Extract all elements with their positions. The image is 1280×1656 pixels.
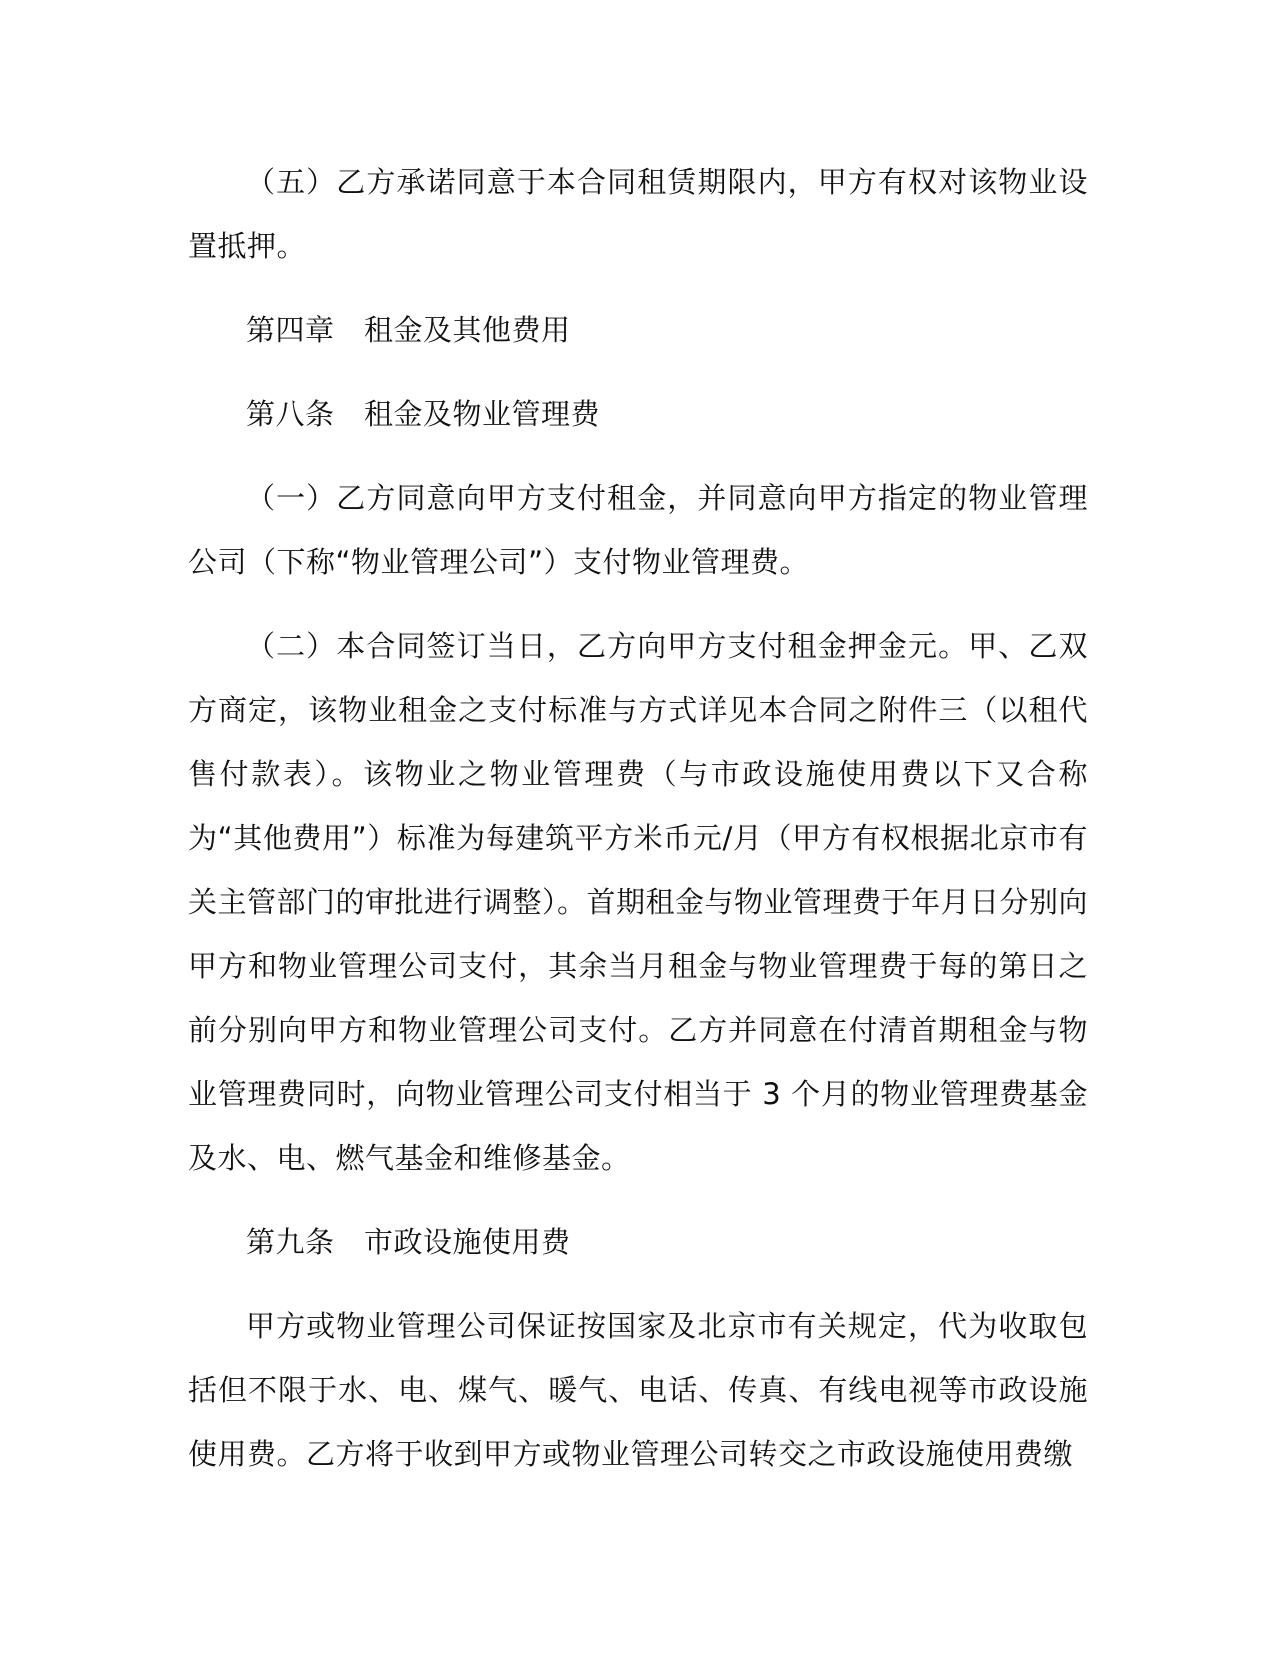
spacer (188, 1190, 1088, 1210)
article-8-clause-2: （二）本合同签订当日，乙方向甲方支付租金押金元。甲、乙双方商定，该物业租金之支付标准与方式详见本合同之附件三（以租代售付款表）。该物业之物业管理费（与市政设施使用费以下又合称为“其他费用”）标准为每建筑平方米币元/月（甲方有权根据北京市有关主管部门的审批进行调整）。首期租金与物业管理费于年月日分别向甲方和物业管理公司支付，其余当月租金与物业管理费于每的第日之前分别向甲方和物业管理公司支付。乙方并同意在付清首期租金与物业管理费同时，向物业管理公司支付相当于 3 个月的物业管理费基金及水、电、燃气基金和维修基金。 (188, 629, 1089, 1175)
spacer (188, 278, 1088, 298)
document-page (188, 150, 1088, 1486)
article-8-heading: 第八条 租金及物业管理费 (246, 397, 601, 431)
chapter-4-heading: 第四章 租金及其他费用 (246, 313, 571, 347)
spacer (188, 446, 1088, 466)
spacer (188, 1274, 1088, 1294)
spacer (188, 362, 1088, 382)
spacer (188, 594, 1088, 614)
article-9-heading: 第九条 市政设施使用费 (246, 1225, 571, 1259)
article-9-body: 甲方或物业管理公司保证按国家及北京市有关规定，代为收取包括但不限于水、电、煤气、暖气、电话、传真、有线电视等市政设施使用费。乙方将于收到甲方或物业管理公司转交之市政设施使用费缴 (188, 1309, 1088, 1471)
article-8-clause-1: （一）乙方同意向甲方支付租金，并同意向甲方指定的物业管理公司（下称“物业管理公司”）支付物业管理费。 (188, 481, 1088, 579)
clause-5-mortgage: （五）乙方承诺同意于本合同租赁期限内，甲方有权对该物业设置抵押。 (188, 165, 1088, 263)
